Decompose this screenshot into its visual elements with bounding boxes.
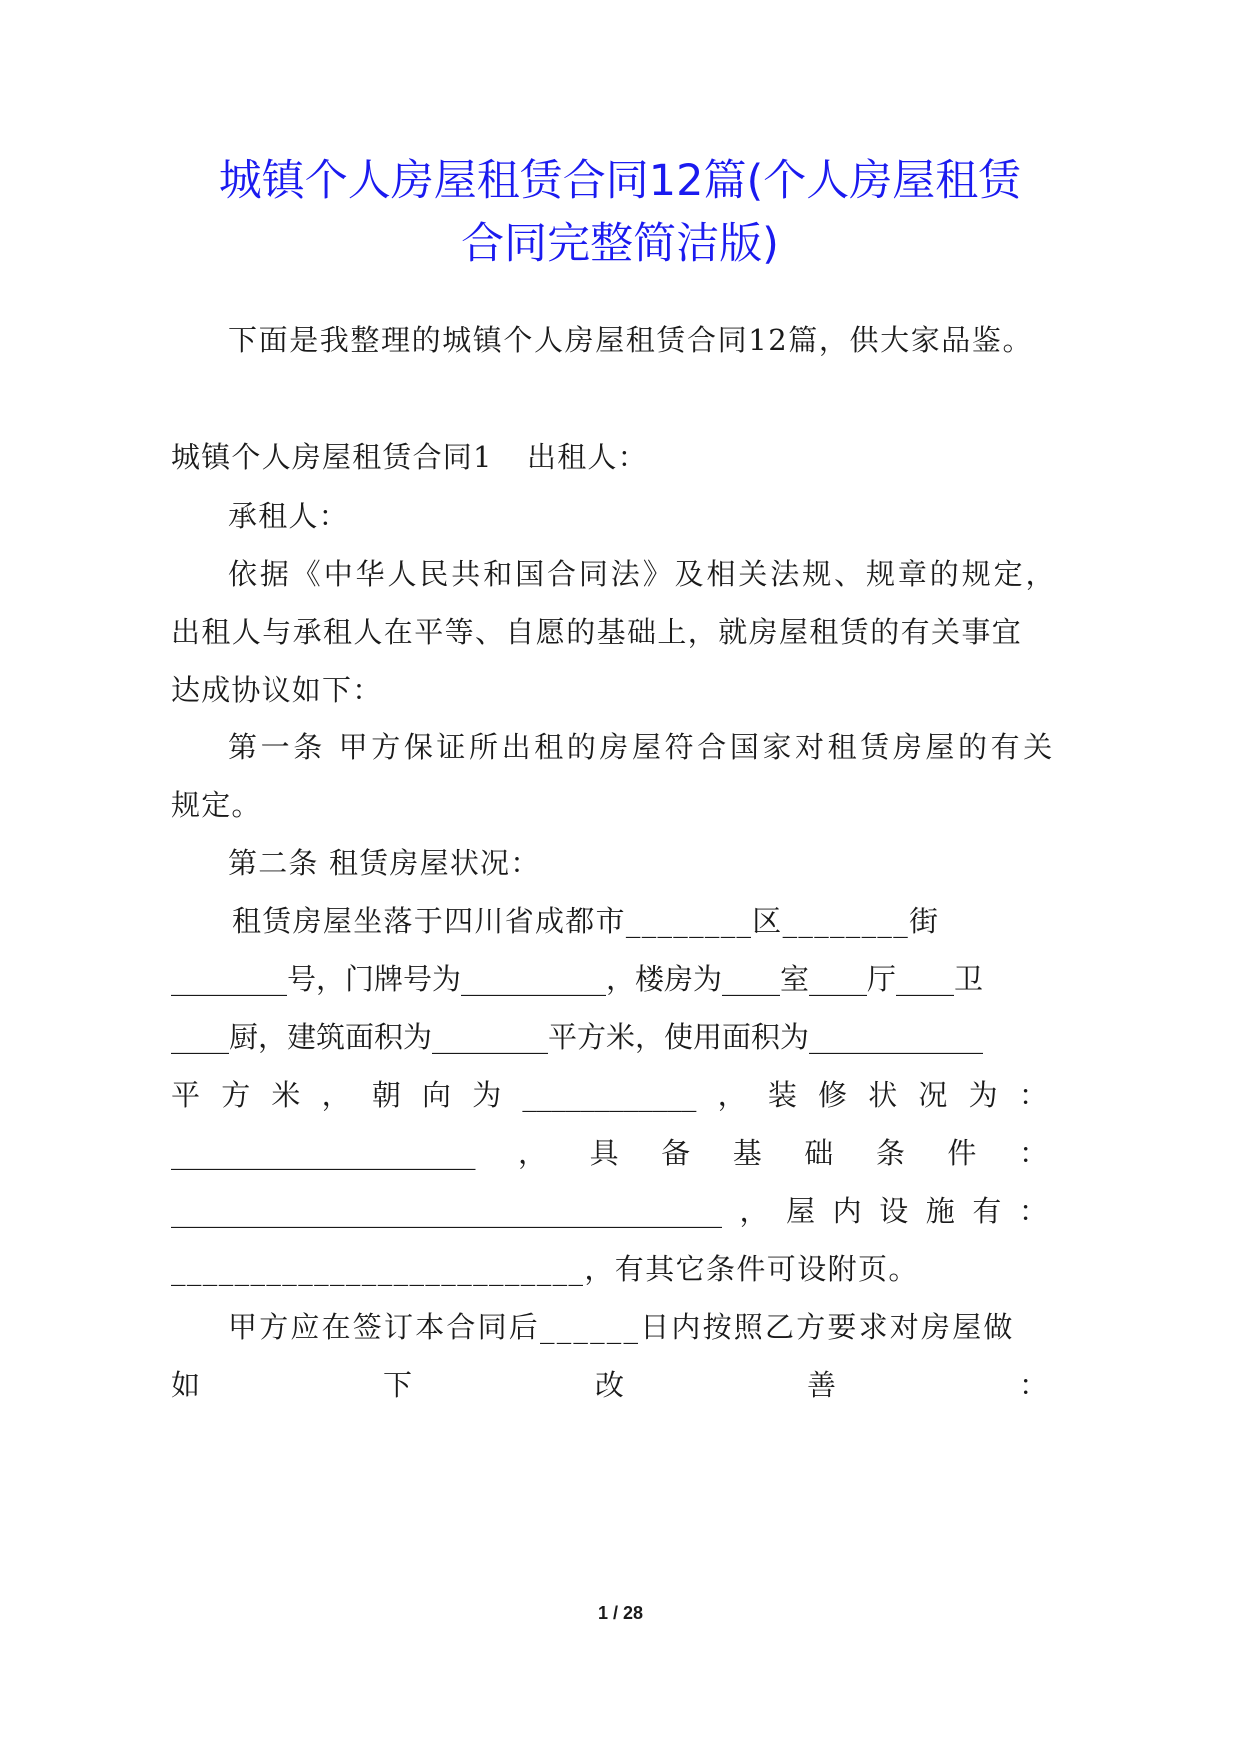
word: 状 bbox=[868, 1078, 898, 1112]
word: ， bbox=[717, 1078, 747, 1112]
location-line-4 bbox=[171, 1075, 1048, 1115]
location-line-2: ________号，门牌号为__________，楼房为____室____厅____卫 bbox=[171, 962, 984, 996]
word: 件 bbox=[947, 1136, 977, 1170]
word: 平 bbox=[171, 1078, 201, 1112]
lessor-label: 出租人： bbox=[527, 440, 648, 474]
word: 况 bbox=[918, 1078, 948, 1112]
article-2-heading: 第二条 租赁房屋状况： bbox=[228, 846, 541, 880]
document-title bbox=[150, 150, 1090, 276]
lessee-label: 承租人： bbox=[228, 499, 349, 533]
location-line-3: ____厨，建筑面积为________平方米，使用面积为____________ bbox=[171, 1020, 984, 1054]
word: ： bbox=[1018, 1368, 1048, 1402]
word: 为 bbox=[968, 1078, 998, 1112]
page-number: 1 / 28 bbox=[597, 1603, 644, 1623]
word: ： bbox=[1018, 1136, 1048, 1170]
location-line-5 bbox=[171, 1133, 1048, 1173]
word: ： bbox=[1018, 1194, 1048, 1228]
word: 具 bbox=[589, 1136, 619, 1170]
location-line-7: __________________________，有其它条件可设附页。 bbox=[171, 1252, 919, 1286]
location-line-6 bbox=[171, 1191, 1048, 1231]
word: 础 bbox=[804, 1136, 834, 1170]
word: ， bbox=[739, 1194, 769, 1228]
article-1-line-2: 规定。 bbox=[171, 788, 262, 822]
contract-heading: 城镇个人房屋租赁合同1 bbox=[171, 440, 493, 474]
blank-decoration: _____________________ bbox=[171, 1136, 476, 1170]
word: 基 bbox=[732, 1136, 762, 1170]
word: 施 bbox=[925, 1194, 955, 1228]
basis-line-1: 依据《中华人民共和国合同法》及相关法规、规章的规定， bbox=[228, 557, 1058, 591]
basis-line-2: 出租人与承租人在平等、自愿的基础上，就房屋租赁的有关事宜 bbox=[171, 615, 1023, 649]
word: 方 bbox=[221, 1078, 251, 1112]
title-line-2: 合同完整简洁版) bbox=[461, 219, 779, 269]
word: ， bbox=[321, 1078, 351, 1112]
title-line-1: 城镇个人房屋租赁合同12篇(个人房屋租赁 bbox=[218, 156, 1022, 206]
improvement-line-1: 甲方应在签订本合同后______日内按照乙方要求对房屋做 bbox=[228, 1310, 1015, 1344]
improvement-line-2 bbox=[171, 1365, 1048, 1405]
intro-paragraph: 下面是我整理的城镇个人房屋租赁合同12篇，供大家品鉴。 bbox=[228, 323, 1034, 357]
word: 设 bbox=[879, 1194, 909, 1228]
basis-line-3: 达成协议如下： bbox=[171, 673, 383, 707]
word: 改 bbox=[594, 1368, 624, 1402]
word: 屋 bbox=[786, 1194, 816, 1228]
word: ， bbox=[518, 1136, 548, 1170]
word: 下 bbox=[382, 1368, 412, 1402]
word: 米 bbox=[271, 1078, 301, 1112]
word: 修 bbox=[818, 1078, 848, 1112]
word: 条 bbox=[875, 1136, 905, 1170]
word: 内 bbox=[832, 1194, 862, 1228]
word: 备 bbox=[661, 1136, 691, 1170]
blank-orientation: ____________ bbox=[522, 1078, 697, 1112]
word: 如 bbox=[171, 1368, 201, 1402]
article-1-line-1: 第一条 甲方保证所出租的房屋符合国家对租赁房屋的有关 bbox=[228, 730, 1056, 764]
blank-conditions: ______________________________________ bbox=[171, 1194, 722, 1228]
word: ： bbox=[1018, 1078, 1048, 1112]
word: 向 bbox=[422, 1078, 452, 1112]
word: 朝 bbox=[371, 1078, 401, 1112]
word: 为 bbox=[472, 1078, 502, 1112]
word: 装 bbox=[767, 1078, 797, 1112]
word: 善 bbox=[806, 1368, 836, 1402]
location-line-1: 租赁房屋坐落于四川省成都市________区________街 bbox=[232, 904, 940, 938]
word: 有 bbox=[972, 1194, 1002, 1228]
